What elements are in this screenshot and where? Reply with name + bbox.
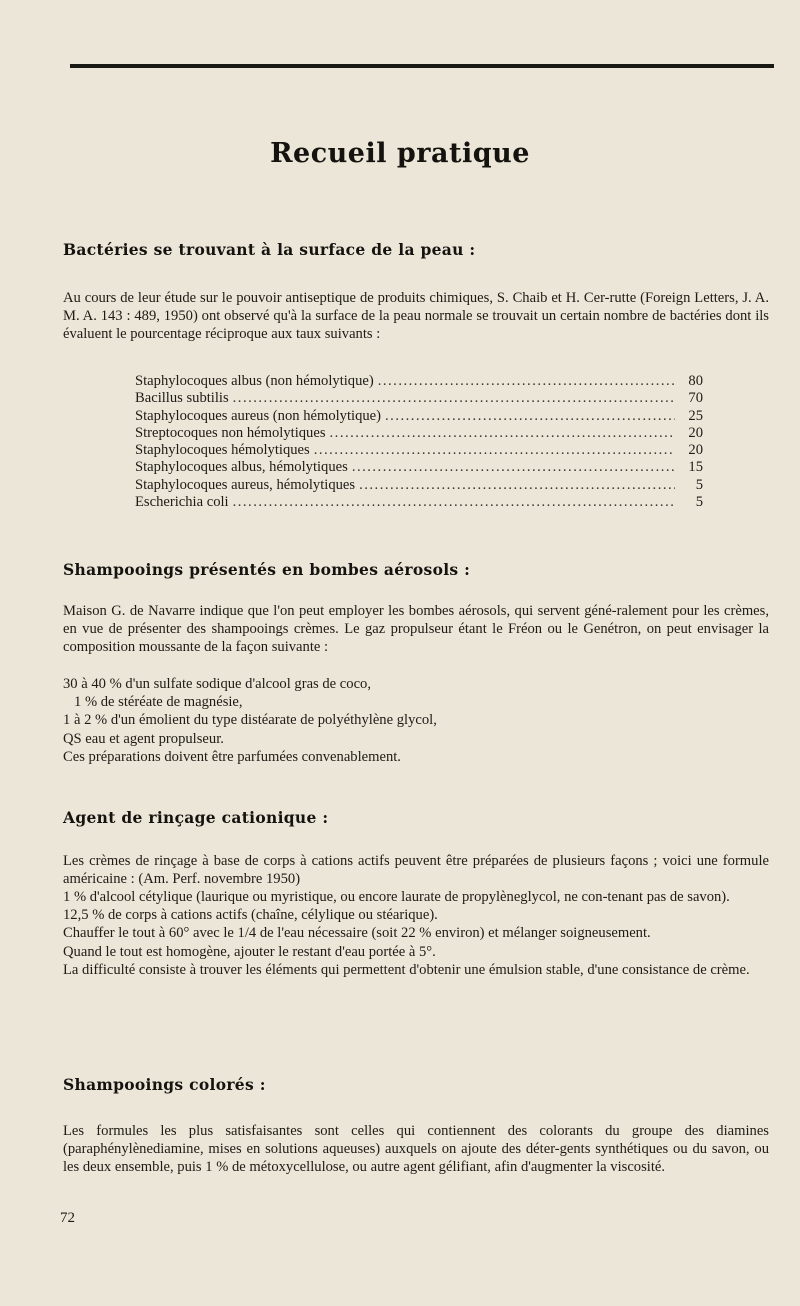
table-row xyxy=(135,459,703,476)
table-row-label: Staphylocoques albus (non hémolytique) xyxy=(135,373,374,389)
table-row-value: 20 xyxy=(688,424,703,441)
paragraph-text: Au cours de leur étude sur le pouvoir antiseptique de produits chimiques, S. Chaib et H. Cer-rutte (Foreign Letters, J. A. M. A. 143 : 489, 1950) ont observé qu'à la surface de la peau normale se trouvait un certain nombre de bactéries dont ils évaluent le pourcentage réciproque aux taux suivants : xyxy=(63,290,769,343)
formula-line: Chauffer le tout à 60° avec le 1/4 de l'eau nécessaire (soit 22 % environ) et mélanger soigneusement. xyxy=(63,925,651,942)
formula-line: Ces préparations doivent être parfumées convenablement. xyxy=(63,748,401,765)
section-paragraph-colores xyxy=(63,1122,769,1177)
table-row-label: Staphylocoques aureus, hémolytiques xyxy=(135,476,356,493)
paragraph-text: Maison G. de Navarre indique que l'on peut employer les bombes aérosols, qui servent géné-ralement pour les crèmes, en vue de présenter des shampooings crèmes. Le gaz propulseur étant le Fréon ou le Genétron, on peut envisager la composition moussante de la façon suivante : xyxy=(63,603,769,656)
table-row-value: 25 xyxy=(688,407,703,424)
table-row-label: Staphylocoques albus, hémolytiques xyxy=(135,459,348,476)
page-number: 72 xyxy=(60,1210,75,1226)
table-row-label: Staphylocoques aureus (non hémolytique) xyxy=(135,407,382,424)
table-row xyxy=(135,408,703,425)
table-row-value: 15 xyxy=(688,459,703,476)
dot-leader xyxy=(314,442,675,459)
page-title: Recueil pratique xyxy=(270,138,530,169)
dot-leader xyxy=(330,425,675,442)
table-row xyxy=(135,390,703,407)
section-paragraph-bacteries xyxy=(63,289,769,344)
table-row-label: Bacillus subtilis xyxy=(135,390,229,407)
formula-line: 1 à 2 % d'un émolient du type distéarate de polyéthylène glycol, xyxy=(63,712,437,729)
bacteria-table xyxy=(135,373,703,511)
paragraph-text: Les crèmes de rinçage à base de corps à cations actifs peuvent être préparées de plusieurs façons ; voici une formule américaine : (Am. Perf. novembre 1950) xyxy=(63,853,769,888)
dot-leader xyxy=(233,390,675,407)
table-row-value: 20 xyxy=(688,442,703,459)
table-row xyxy=(135,425,703,442)
dot-leader xyxy=(359,477,675,494)
formula-line: La difficulté consiste à trouver les éléments qui permettent d'obtenir une émulsion stable, d'une consistance de crème. xyxy=(63,961,750,978)
formula-line: 30 à 40 % d'un sulfate sodique d'alcool gras de coco, xyxy=(63,676,371,692)
section-heading-shampooings-colores: Shampooings colorés : xyxy=(63,1075,266,1094)
table-row-label: Staphylocoques hémolytiques xyxy=(135,442,310,459)
table-row xyxy=(135,494,703,511)
formula-list-rincage xyxy=(63,888,769,979)
table-row xyxy=(135,373,703,390)
table-row-value: 70 xyxy=(688,390,703,407)
formula-line: 12,5 % de corps à cations actifs (chaîne, célylique ou stéarique). xyxy=(63,907,438,924)
table-row-value: 5 xyxy=(695,476,703,493)
dot-leader xyxy=(233,494,675,511)
section-heading-bacteries: Bactéries se trouvant à la surface de la peau : xyxy=(63,240,476,259)
table-row-value: 5 xyxy=(695,494,703,511)
dot-leader xyxy=(385,408,675,425)
table-row xyxy=(135,477,703,494)
section-paragraph-aerosols xyxy=(63,602,769,657)
formula-line: Quand le tout est homogène, ajouter le restant d'eau portée à 5°. xyxy=(63,943,436,960)
top-rule xyxy=(70,64,774,68)
section-paragraph-rincage xyxy=(63,852,769,888)
table-row xyxy=(135,442,703,459)
section-heading-rincage: Agent de rinçage cationique : xyxy=(63,808,329,827)
table-row-label: Streptocoques non hémolytiques xyxy=(135,424,326,441)
formula-line: QS eau et agent propulseur. xyxy=(63,730,224,747)
section-heading-shampooings-aerosols: Shampooings présentés en bombes aérosols : xyxy=(63,560,471,579)
formula-list-aerosols xyxy=(63,675,769,766)
dot-leader xyxy=(352,459,675,476)
formula-line: 1 % de stéréate de magnésie, xyxy=(74,694,243,711)
table-row-label: Escherichia coli xyxy=(135,494,229,511)
table-row-value: 80 xyxy=(688,373,703,389)
dot-leader xyxy=(378,373,675,390)
formula-line: 1 % d'alcool cétylique (laurique ou myristique, ou encore laurate de propylèneglycol, ne con-tenant pas de savon). xyxy=(63,889,730,905)
paragraph-text: Les formules les plus satisfaisantes sont celles qui contiennent des colorants du groupe des diamines (paraphénylènediamine, mises en solutions aqueuses) auxquels on ajoute des déter-gents synthétiques ou du savon, ou les deux ensemble, puis 1 % de métoxycellulose, ou autre agent gélifiant, afin d'augmenter la viscosité. xyxy=(63,1123,769,1176)
